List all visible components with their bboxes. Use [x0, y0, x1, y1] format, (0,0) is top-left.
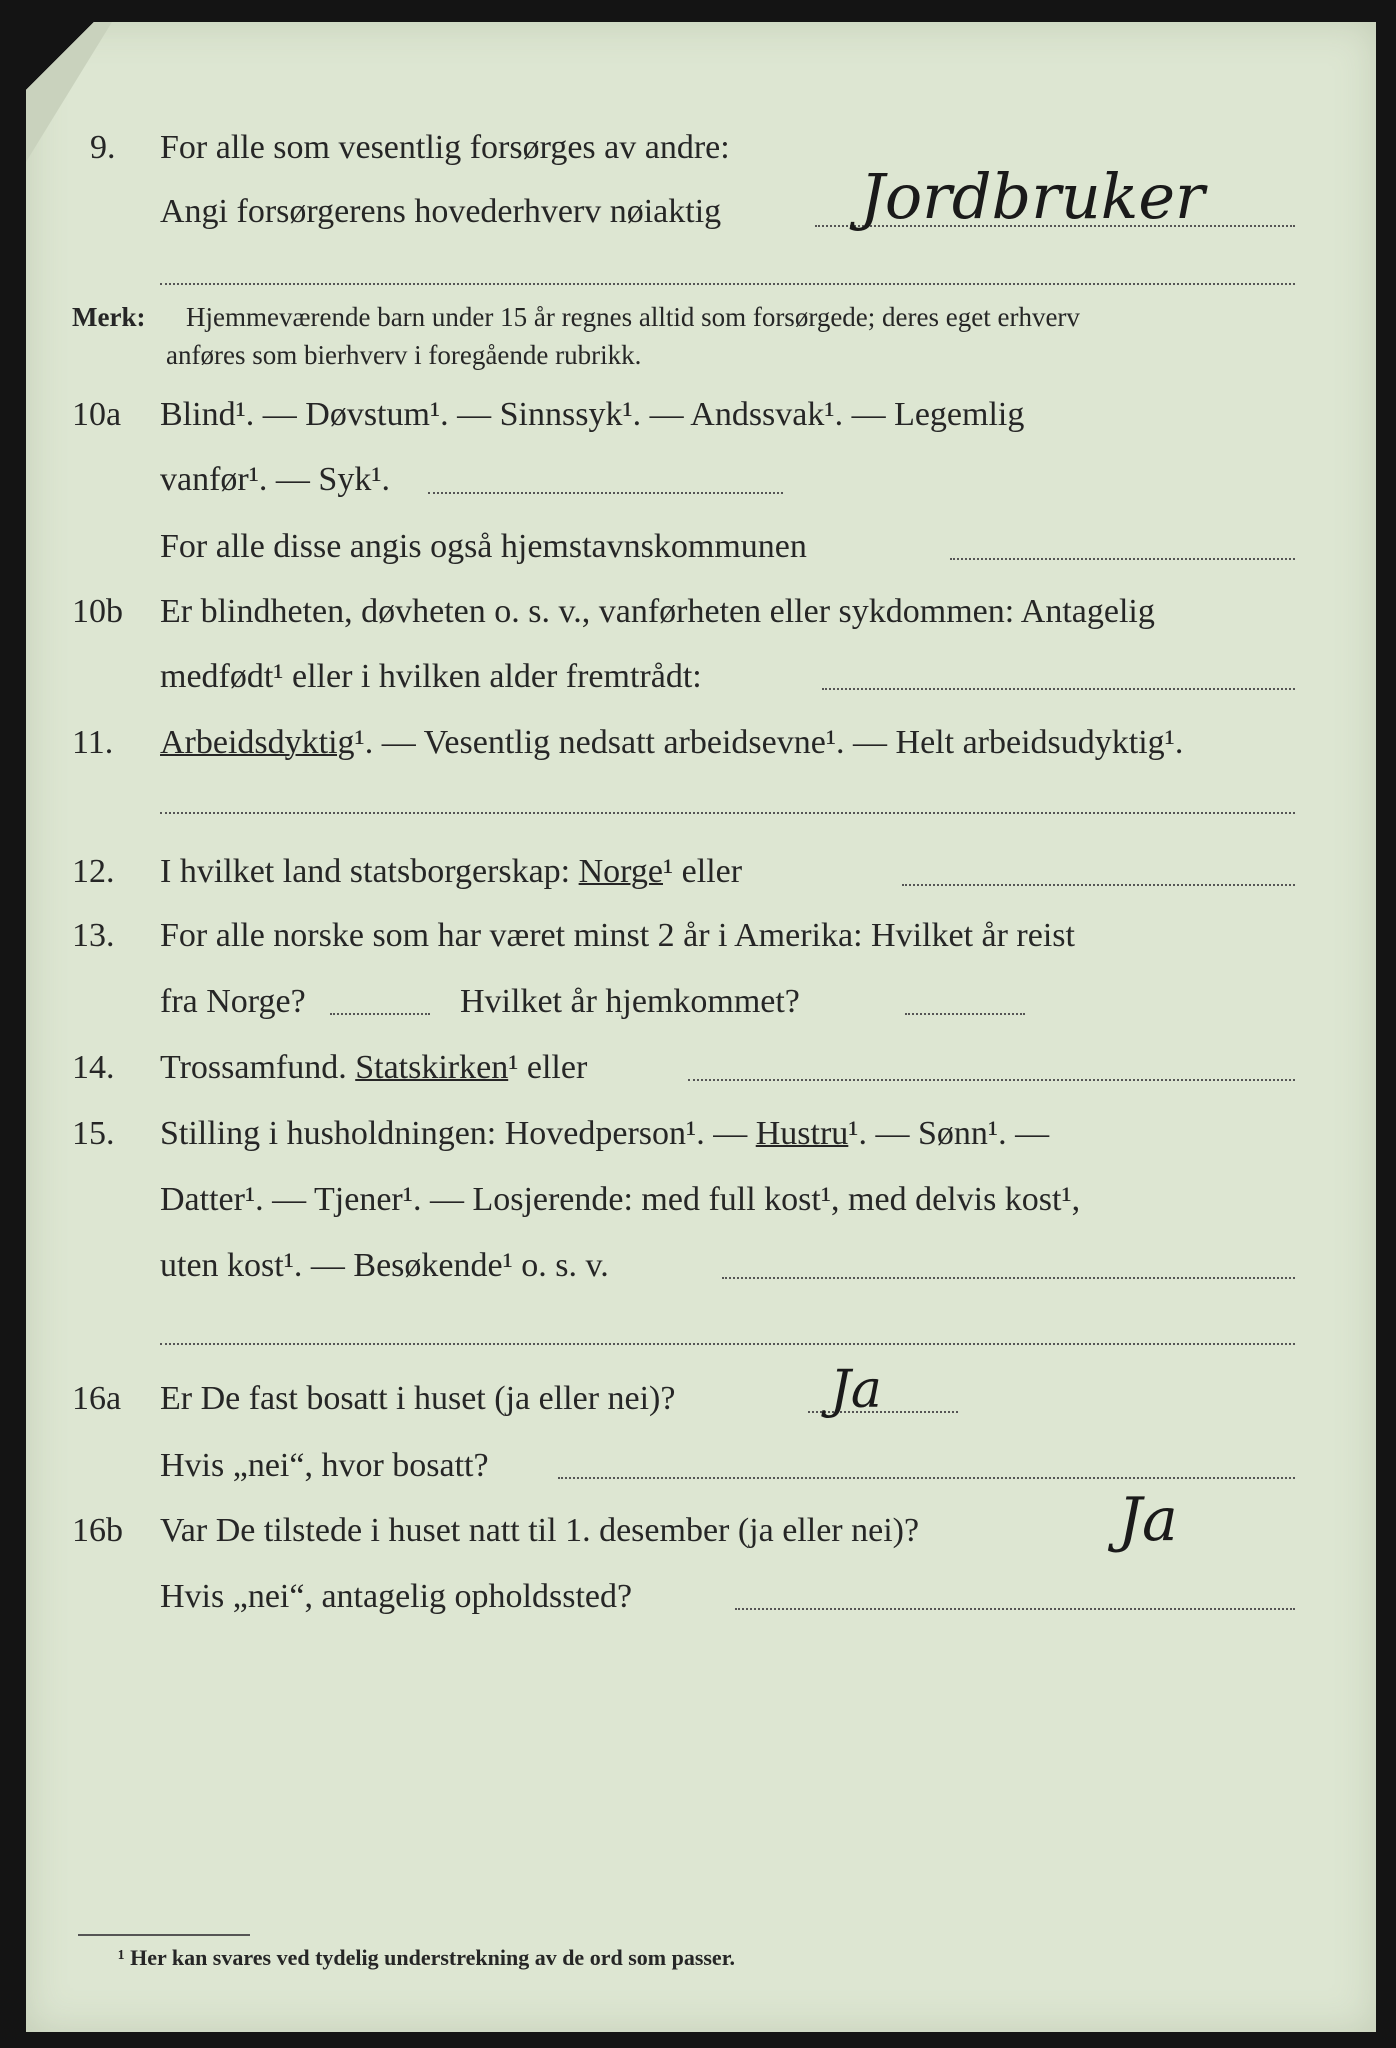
q16b-line1: Var De tilstede i huset natt til 1. desember (ja eller nei)?	[160, 1512, 920, 1549]
q10a-answer-line	[428, 492, 783, 494]
q13-line1: For alle norske som har været minst 2 år i Amerika: Hvilket år reist	[160, 917, 1075, 954]
q11-text	[160, 723, 1183, 763]
q9-number: 9.	[90, 129, 116, 166]
merk-line2: anføres som bierhverv i foregående rubrikk.	[166, 340, 642, 370]
q16a-line2: Hvis „nei“, hvor bosatt?	[160, 1447, 489, 1484]
q16a-handwritten-answer: Ja	[830, 1360, 882, 1420]
q10a-line2: vanfør¹. — Syk¹.	[160, 461, 391, 498]
q16b-line2: Hvis „nei“, antagelig opholdssted?	[160, 1578, 633, 1615]
footnote-rule	[78, 1934, 250, 1936]
q12-pre: I hvilket land statsborgerskap:	[160, 853, 571, 890]
q15-line1a: Stilling i husholdningen: Hovedperson¹. —	[160, 1115, 748, 1152]
q15-line1	[160, 1114, 1049, 1154]
q16a-line1: Er De fast bosatt i huset (ja eller nei)?	[160, 1380, 676, 1417]
q11-answer-line	[160, 812, 1295, 814]
q12-text	[160, 852, 742, 892]
q13-line2a: fra Norge?	[160, 983, 306, 1020]
q15-answer-line2	[160, 1343, 1295, 1345]
q14-underlined-answer: Statskirken	[355, 1049, 509, 1086]
q16b-number: 16b	[72, 1512, 123, 1549]
q9-text-line1: For alle som vesentlig forsørges av andre:	[160, 129, 730, 166]
q12-underlined-answer: Norge	[578, 853, 663, 890]
q16b-answer-line	[735, 1608, 1295, 1610]
q9-text-line2: Angi forsørgerens hovederhverv nøiaktig	[160, 193, 722, 230]
q10b-line1: Er blindheten, døvheten o. s. v., vanførheten eller sykdommen: Antagelig	[160, 593, 1155, 630]
footnote: ¹ Her kan svares ved tydelig understrekning av de ord som passer.	[118, 1945, 735, 1970]
q13-hjemkommet-line	[905, 1013, 1025, 1015]
q12-number: 12.	[72, 853, 115, 890]
q13-number: 13.	[72, 917, 115, 954]
q13-line2b: Hvilket år hjemkommet?	[460, 983, 800, 1020]
q9-handwritten-answer: Jordbruker	[860, 160, 1205, 233]
q15-line3: uten kost¹. — Besøkende¹ o. s. v.	[160, 1247, 609, 1284]
merk-label: Merk:	[72, 302, 146, 332]
q10a-kommune-line	[950, 558, 1295, 560]
q16a-number: 16a	[72, 1380, 122, 1417]
q11-underlined-answer: Arbeidsdyktig	[160, 724, 355, 761]
q12-answer-line	[902, 884, 1295, 886]
q15-number: 15.	[72, 1115, 115, 1152]
q15-line2: Datter¹. — Tjener¹. — Losjerende: med full kost¹, med delvis kost¹,	[160, 1181, 1081, 1218]
q10b-answer-line	[822, 688, 1295, 690]
q14-post: ¹ eller	[508, 1049, 588, 1086]
q10a-number: 10a	[72, 396, 122, 433]
q16b-handwritten-answer: Ja	[1118, 1485, 1178, 1555]
q14-number: 14.	[72, 1049, 115, 1086]
q15-underlined-answer: Hustru	[755, 1115, 849, 1152]
q13-reist-line	[330, 1013, 430, 1015]
q11-number: 11.	[72, 724, 114, 761]
q14-pre: Trossamfund.	[160, 1049, 347, 1086]
q10b-line2: medfødt¹ eller i hvilken alder fremtrådt:	[160, 658, 702, 695]
merk-line1: Hjemmeværende barn under 15 år regnes alltid som forsørgede; deres eget erhverv	[186, 302, 1080, 332]
q16a-bosatt-line	[558, 1477, 1295, 1479]
q10a-line1: Blind¹. — Døvstum¹. — Sinnssyk¹. — Andssvak¹. — Legemlig	[160, 396, 1025, 433]
q14-text	[160, 1048, 587, 1088]
q11-rest: ¹. — Vesentlig nedsatt arbeidsevne¹. — Helt arbeidsudyktig¹.	[354, 724, 1184, 761]
q15-answer-line	[722, 1277, 1295, 1279]
q10b-number: 10b	[72, 593, 123, 630]
q10a-line3: For alle disse angis også hjemstavnskommunen	[160, 528, 807, 565]
q14-answer-line	[688, 1079, 1295, 1081]
q9-answer-line2	[160, 283, 1295, 285]
q12-post: ¹ eller	[662, 853, 743, 890]
q15-line1b: ¹. — Sønn¹. —	[848, 1115, 1050, 1152]
